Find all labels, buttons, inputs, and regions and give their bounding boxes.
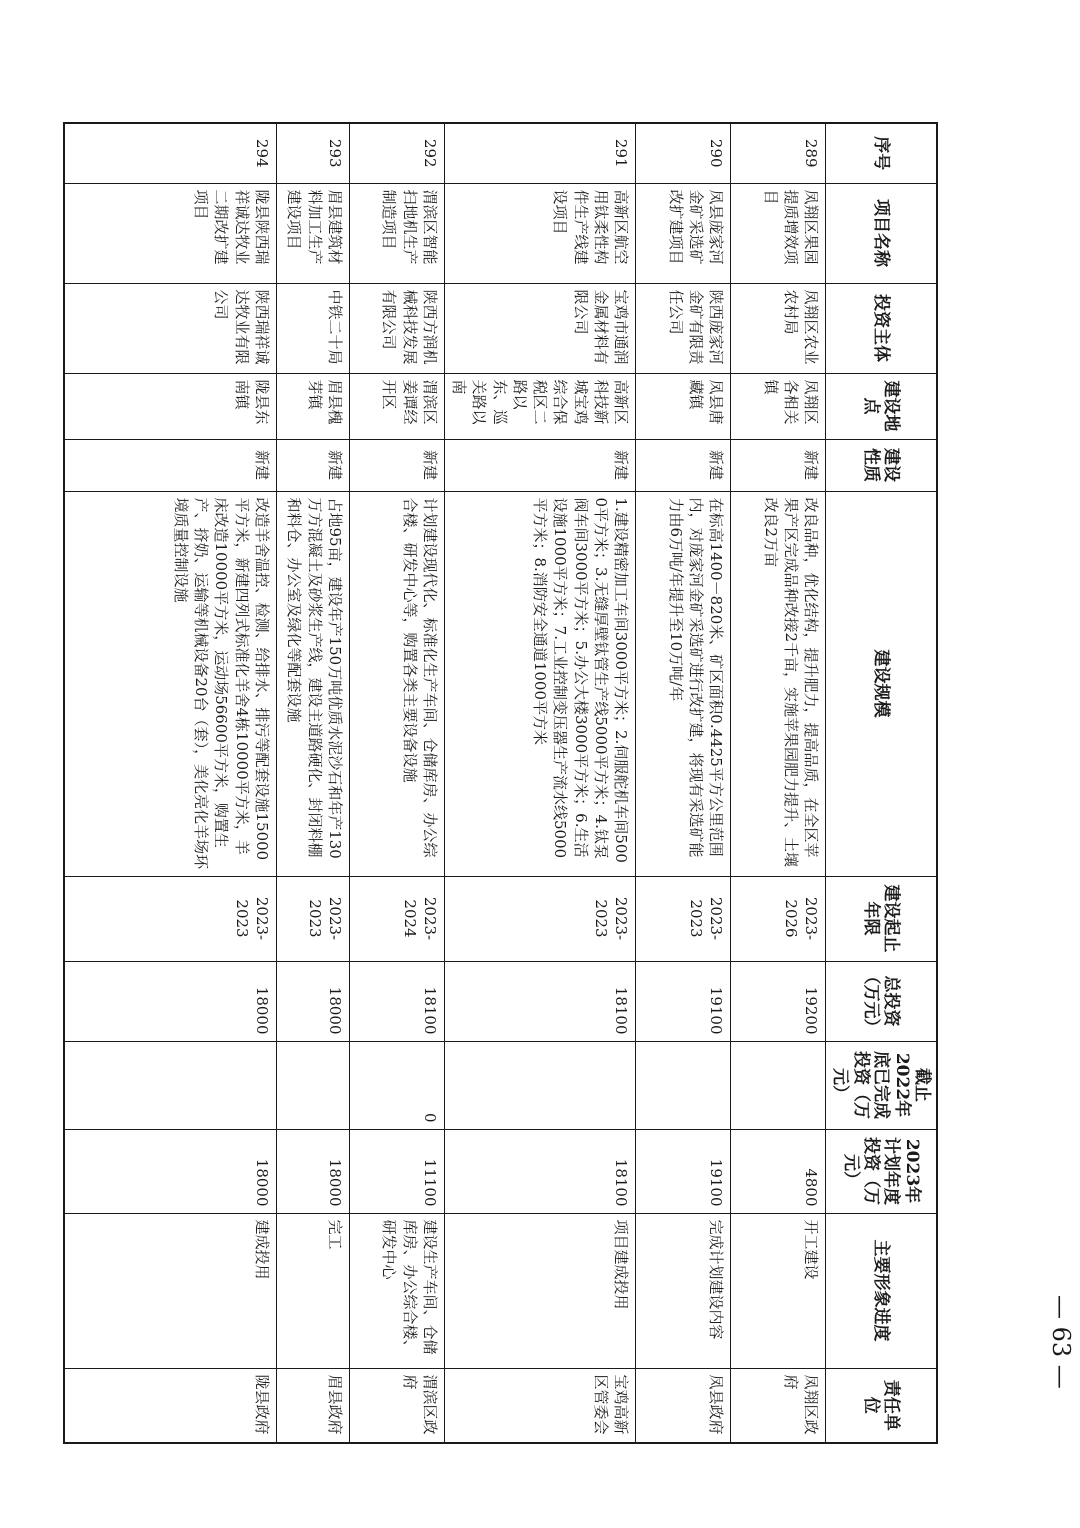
cell-unit: 陇县政府	[64, 1368, 276, 1443]
cell-location: 凤翔区各相关镇	[731, 373, 826, 439]
table-row	[444, 123, 635, 1443]
cell-plan2023: 18000	[64, 1129, 276, 1213]
cell-total: 19100	[636, 961, 731, 1041]
rotated-table-page	[138, 122, 938, 1435]
cell-no: 292	[349, 123, 444, 183]
cell-name: 渭滨区智能扫地机生产制造项目	[349, 183, 444, 283]
table-row	[276, 123, 349, 1443]
cell-period: 2023-2023	[636, 876, 731, 961]
cell-nature: 新建	[349, 439, 444, 491]
cell-nature: 新建	[64, 439, 276, 491]
header-done2022: 截止2022年底已完成投资（万元）	[826, 1041, 937, 1129]
header-name: 项目名称	[826, 183, 937, 283]
cell-done2022	[444, 1041, 635, 1129]
cell-no: 294	[64, 123, 276, 183]
cell-plan2023: 18100	[444, 1129, 635, 1213]
table-row	[636, 123, 731, 1443]
cell-name: 凤翔区果园提质增效项目	[731, 183, 826, 283]
cell-location: 陇县东南镇	[64, 373, 276, 439]
header-unit: 责任单位	[826, 1368, 937, 1443]
cell-name: 高新区航空用钛柔性构件生产线建设项目	[444, 183, 635, 283]
cell-progress: 完成计划建设内容	[636, 1213, 731, 1368]
cell-period: 2023-2024	[349, 876, 444, 961]
header-location: 建设地点	[826, 373, 937, 439]
cell-name: 陇县陕西瑞祥诚达牧业二期改扩建项目	[64, 183, 276, 283]
header-investor: 投资主体	[826, 283, 937, 373]
header-progress: 主要形象进度	[826, 1213, 937, 1368]
cell-progress: 建成投用	[64, 1213, 276, 1368]
cell-period: 2023-2023	[276, 876, 349, 961]
cell-scale: 占地95亩，建设年产150万吨优质水泥沙石和年产130万方混凝土及砂浆生产线，建设主道路硬化、封闭料棚和料仓、办公室及绿化等配套设施	[276, 491, 349, 876]
cell-period: 2023-2026	[731, 876, 826, 961]
cell-investor: 凤翔区农业农村局	[731, 283, 826, 373]
cell-plan2023: 18000	[276, 1129, 349, 1213]
header-row	[826, 123, 937, 1443]
cell-name: 眉县建筑材料加工生产建设项目	[276, 183, 349, 283]
cell-plan2023: 19100	[636, 1129, 731, 1213]
cell-nature: 新建	[444, 439, 635, 491]
cell-unit: 凤县政府	[636, 1368, 731, 1443]
cell-scale: 计划建设现代化、标准化生产车间、仓储库房、办公综合楼、研发中心等，购置各类主要设备设施	[349, 491, 444, 876]
cell-investor: 陕西方润机械科技发展有限公司	[349, 283, 444, 373]
cell-progress: 完工	[276, 1213, 349, 1368]
cell-location: 高新区科技新城宝鸡综合保税区二路以东、巡关路以南	[444, 373, 635, 439]
header-plan2023: 2023年计划年度投资（万元）	[826, 1129, 937, 1213]
cell-location: 眉县槐芽镇	[276, 373, 349, 439]
cell-no: 290	[636, 123, 731, 183]
cell-total: 18100	[349, 961, 444, 1041]
header-nature: 建设性质	[826, 439, 937, 491]
cell-unit: 凤翔区政府	[731, 1368, 826, 1443]
cell-investor: 陕西庞家河金矿有限责任公司	[636, 283, 731, 373]
cell-name: 凤县庞家河金矿采选矿改扩建项目	[636, 183, 731, 283]
cell-progress: 项目建成投用	[444, 1213, 635, 1368]
cell-progress: 开工建设	[731, 1213, 826, 1368]
cell-scale: 1.建设精密加工车间3000平方米；2.伺服舵机车间5000平方米；3.无缝厚壁钛管生产线5000平方米；4.钛泵阀车间3000平方米；5.办公大楼3000平方米；6.生活设施1000平方米；7.工业控制变压器生产流水线5000平方米；8.消防安全通道1000平方米	[444, 491, 635, 876]
header-total: 总投资（万元）	[826, 961, 937, 1041]
cell-total: 18000	[64, 961, 276, 1041]
cell-unit: 渭滨区政府	[349, 1368, 444, 1443]
cell-investor: 宝鸡市通润金属材料有限公司	[444, 283, 635, 373]
cell-done2022	[731, 1041, 826, 1129]
cell-total: 19200	[731, 961, 826, 1041]
cell-no: 291	[444, 123, 635, 183]
cell-done2022	[64, 1041, 276, 1129]
cell-investor: 中铁二十局	[276, 283, 349, 373]
cell-period: 2023-2023	[64, 876, 276, 961]
table-row	[64, 123, 276, 1443]
cell-done2022: 0	[349, 1041, 444, 1129]
cell-done2022	[636, 1041, 731, 1129]
cell-total: 18100	[444, 961, 635, 1041]
cell-scale: 改良品种，优化结构，提升肥力，提高品质，在全区苹果产区完成品种改接2千亩，实施苹果园肥力提升、土壤改良2万亩	[731, 491, 826, 876]
cell-plan2023: 11100	[349, 1129, 444, 1213]
project-table	[63, 122, 938, 1444]
cell-period: 2023-2023	[444, 876, 635, 961]
cell-unit: 眉县政府	[276, 1368, 349, 1443]
cell-location: 凤县唐藏镇	[636, 373, 731, 439]
cell-total: 18000	[276, 961, 349, 1041]
cell-plan2023: 4800	[731, 1129, 826, 1213]
header-scale: 建设规模	[826, 491, 937, 876]
cell-scale: 改造羊舍温控、检测、给排水、排污等配套设施15000平方米，新建四列式标准化羊舍4栋10000平方米，羊床改造10000平方米，运动场56600平方米，购置生产、挤奶、运输等机械设备20台（套），美化亮化羊场环境质量控制设施	[64, 491, 276, 876]
cell-done2022	[276, 1041, 349, 1129]
page-number: — 63 —	[1047, 1295, 1075, 1389]
cell-nature: 新建	[636, 439, 731, 491]
cell-no: 289	[731, 123, 826, 183]
cell-scale: 在标高1400－820米、矿区面积0.4425平方公里范围内，对庞家河金矿采选矿进行改扩建，将现有采选矿能力由6万吨/年提升至10万吨/年	[636, 491, 731, 876]
header-period: 建设起止年限	[826, 876, 937, 961]
table-row	[731, 123, 826, 1443]
header-no: 序号	[826, 123, 937, 183]
cell-nature: 新建	[731, 439, 826, 491]
cell-unit: 宝鸡高新区管委会	[444, 1368, 635, 1443]
cell-progress: 建设生产车间、仓储库房、办公综合楼、研发中心	[349, 1213, 444, 1368]
cell-nature: 新建	[276, 439, 349, 491]
cell-investor: 陕西瑞祥诚达牧业有限公司	[64, 283, 276, 373]
cell-location: 渭滨区姜谭经开区	[349, 373, 444, 439]
table-row	[349, 123, 444, 1443]
cell-no: 293	[276, 123, 349, 183]
